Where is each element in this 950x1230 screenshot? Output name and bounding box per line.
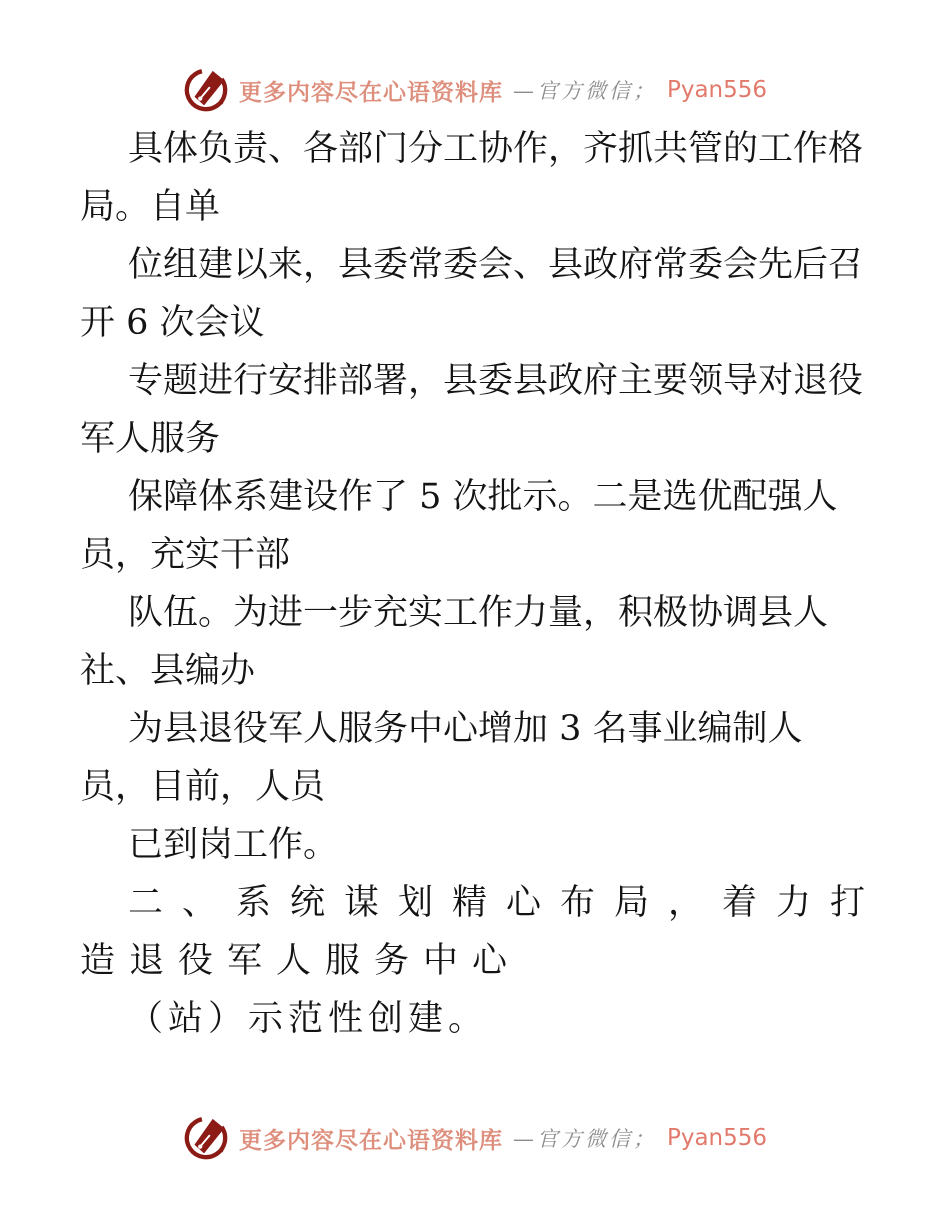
text-line: 军人服务 — [80, 419, 221, 459]
text-line: 员，充实干部 — [80, 535, 291, 575]
header-watermark — [0, 64, 950, 116]
pen-nib-logo-icon — [183, 1115, 229, 1161]
text-line: 造退役军人服务中心 — [80, 941, 522, 981]
watermark-wechat-label: —官方微信； — [512, 1127, 657, 1151]
text-line: 二、系统谋划精心布局，着力打 — [128, 883, 885, 923]
text-line: 位组建以来，县委常委会、县政府常委会先后召 — [128, 245, 864, 285]
watermark-wechat-label: —官方微信； — [512, 79, 657, 103]
text-line: 局。自单 — [80, 187, 221, 227]
watermark-wechat-id: Pyan556 — [666, 77, 768, 103]
text-line: 为县退役军人服务中心增加 3 名事业编制人 — [128, 709, 803, 749]
text-line: 保障体系建设作了 5 次批示。二是选优配强人 — [128, 477, 838, 517]
text-line: （站）示范性创建。 — [128, 999, 489, 1039]
document-body — [80, 120, 885, 1048]
text-line: 队伍。为进一步充实工作力量，积极协调县人 — [128, 593, 829, 633]
footer-watermark — [0, 1112, 950, 1164]
text-line: 开 6 次会议 — [80, 303, 265, 343]
watermark-wechat-id: Pyan556 — [666, 1125, 768, 1151]
text-line: 具体负责、各部门分工协作，齐抓共管的工作格 — [128, 129, 864, 169]
watermark-brand-text: 更多内容尽在心语资料库 — [238, 78, 503, 106]
pen-nib-logo-icon — [183, 67, 229, 113]
watermark-brand-text: 更多内容尽在心语资料库 — [238, 1126, 503, 1154]
text-line: 员，目前，人员 — [80, 767, 326, 807]
text-line: 专题进行安排部署，县委县政府主要领导对退役 — [128, 361, 864, 401]
text-line: 社、县编办 — [80, 651, 256, 691]
text-line: 已到岗工作。 — [128, 825, 339, 865]
